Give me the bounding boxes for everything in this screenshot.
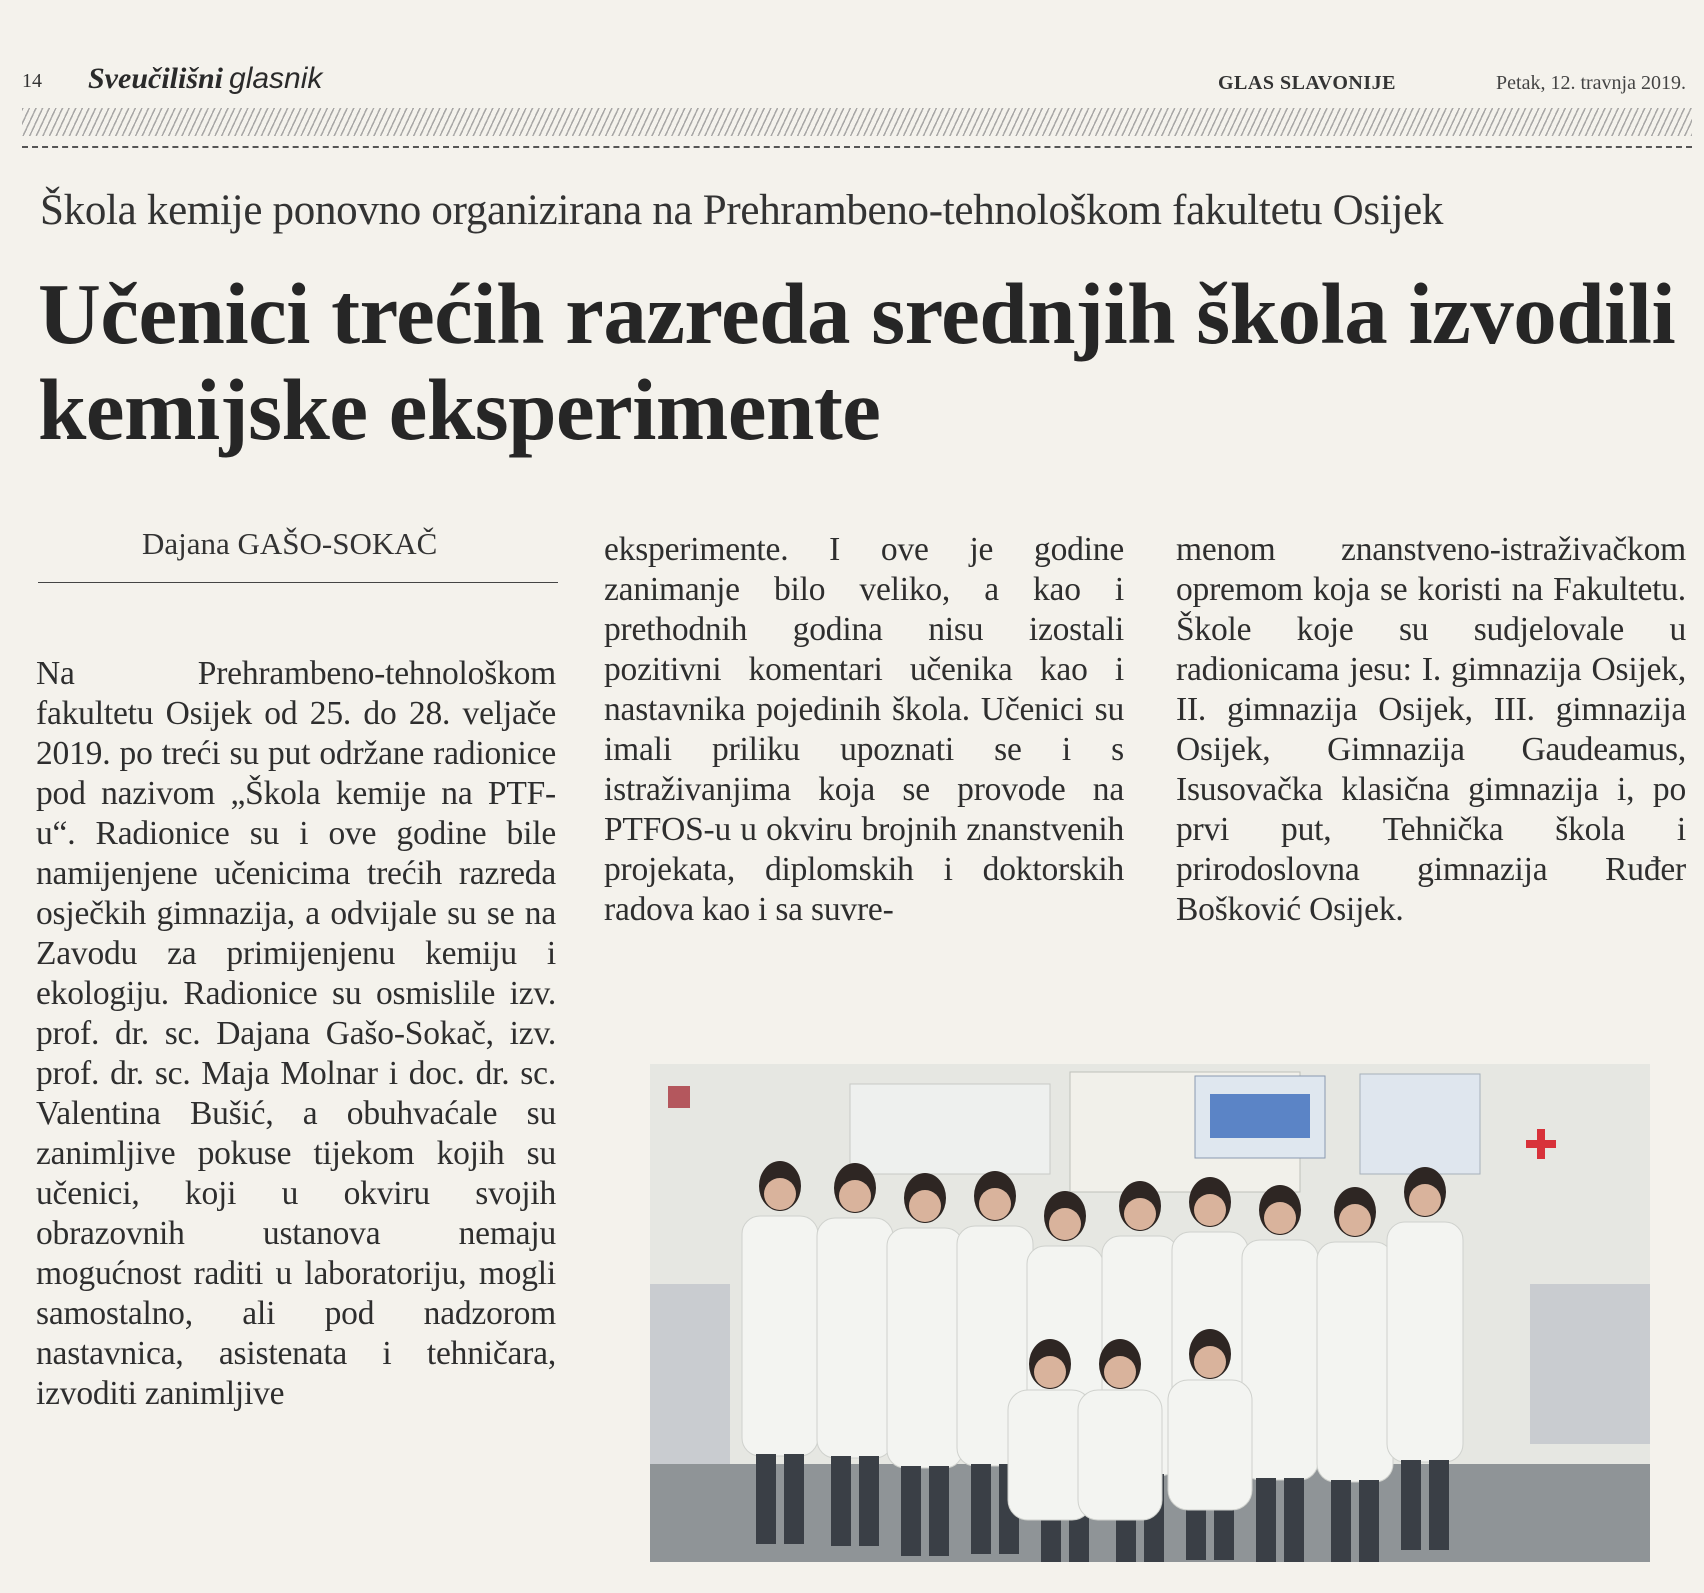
student-face [1264, 1202, 1296, 1234]
student-leg [1401, 1460, 1421, 1550]
student-leg [1359, 1480, 1379, 1562]
periodic-table-block [1210, 1094, 1310, 1138]
student-face [1049, 1208, 1081, 1240]
student-coat [1317, 1242, 1393, 1482]
student-face [979, 1188, 1011, 1220]
section-title-bold: Sveučilišni [88, 62, 224, 95]
student-leg [1284, 1478, 1304, 1562]
wall-poster [1360, 1074, 1480, 1174]
student-face [1104, 1356, 1136, 1388]
lab-bench-left [650, 1284, 730, 1464]
article-column-3: menom znanstveno-istraživačkom opremom koja se koristi na Fakultetu. Škole koje su sudjelovale u radionicama jesu: I. gimnazija Osijek, II. gimnazija Osijek, III. gimnazija Osijek, Gimnazija Gaudeamus, Isusovačka klasična gimnazija i, po prvi put, Tehnička škola i prirodoslovna gimnazija Ruđer Bošković Osijek. [1176, 531, 1686, 928]
student-coat [817, 1218, 893, 1458]
issue-date: Petak, 12. travnja 2019. [1496, 72, 1686, 94]
student-face [909, 1190, 941, 1222]
student-coat [1078, 1390, 1162, 1520]
student-face [764, 1178, 796, 1210]
student-coat [1168, 1380, 1252, 1510]
dashed-divider [22, 146, 1692, 148]
group-photo-illustration [650, 1064, 1650, 1562]
student-coat [1242, 1240, 1318, 1480]
student-leg [929, 1466, 949, 1556]
student-face [1194, 1194, 1226, 1226]
student-leg [784, 1454, 804, 1544]
student-leg [1331, 1480, 1351, 1562]
article-column-1: Na Prehrambeno-tehnološkom fakultetu Osijek od 25. do 28. veljače 2019. po treći su put održane radionice pod nazivom „Škola kemije na PTF-u“. Radionice su i ove godine bile namijenjene učenicima trećih razreda osječkih gimnazija, a odvijale su se na Zavodu za primijenjenu kemiju i ekologiju. Radionice su osmislile izv. prof. dr. sc. Dajana Gašo-Sokač, izv. prof. dr. sc. Maja Molnar i doc. dr. sc. Valentina Bušić, a obuhvaćale su zanimljive pokuse tijekom kojih su učenici, koji u okviru svojih obrazovnih ustanova nemaju mogućnost raditi u laboratoriju, mogli samostalno, ali pod nadzorom nastavnica, asistenata i tehničara, izvoditi zanimljive [36, 655, 556, 1412]
student-leg [901, 1466, 921, 1556]
header-hatch-divider [22, 108, 1692, 136]
student-face [1194, 1346, 1226, 1378]
student-face [839, 1180, 871, 1212]
article-headline: Učenici trećih razreda srednjih škola izvodili kemijske eksperimente [38, 265, 1676, 458]
student-face [1409, 1184, 1441, 1216]
section-title-light: glasnik [229, 62, 323, 95]
student-leg [971, 1464, 991, 1554]
student-face [1339, 1204, 1371, 1236]
article-column-2: eksperimente. I ove je godine zanimanje bilo veliko, a kao i prethodnih godina nisu izostali pozitivni komentari učenika kao i nastavnika pojedinih škola. Učenici su imali priliku upoznati se i s istraživanjima koja se provode na PTFOS-u u okviru brojnih znanstvenih projekata, diplomskih i doktorskih radova kao i sa suvre- [604, 531, 1124, 928]
student-leg [1256, 1478, 1276, 1562]
lab-bench-right [1530, 1284, 1650, 1444]
newspaper-name: GLAS SLAVONIJE [1218, 72, 1396, 94]
student-coat [742, 1216, 818, 1456]
student-leg [756, 1454, 776, 1544]
group-photo [650, 1064, 1650, 1562]
window-panel [850, 1084, 1050, 1174]
article-byline: Dajana GAŠO-SOKAČ [142, 526, 438, 561]
student-face [1124, 1198, 1156, 1230]
student-coat [1387, 1222, 1463, 1462]
student-leg [859, 1456, 879, 1546]
student-coat [887, 1228, 963, 1468]
student-leg [1429, 1460, 1449, 1550]
student-leg [831, 1456, 851, 1546]
first-aid-cross-horizontal [1526, 1140, 1556, 1148]
byline-rule [38, 582, 558, 583]
wall-sign [668, 1086, 690, 1108]
section-title [88, 62, 322, 96]
page-number: 14 [22, 70, 42, 92]
page-header [22, 62, 1692, 100]
student-face [1034, 1356, 1066, 1388]
article-kicker: Škola kemije ponovno organizirana na Prehrambeno-tehnološkom fakultetu Osijek [40, 187, 1444, 234]
